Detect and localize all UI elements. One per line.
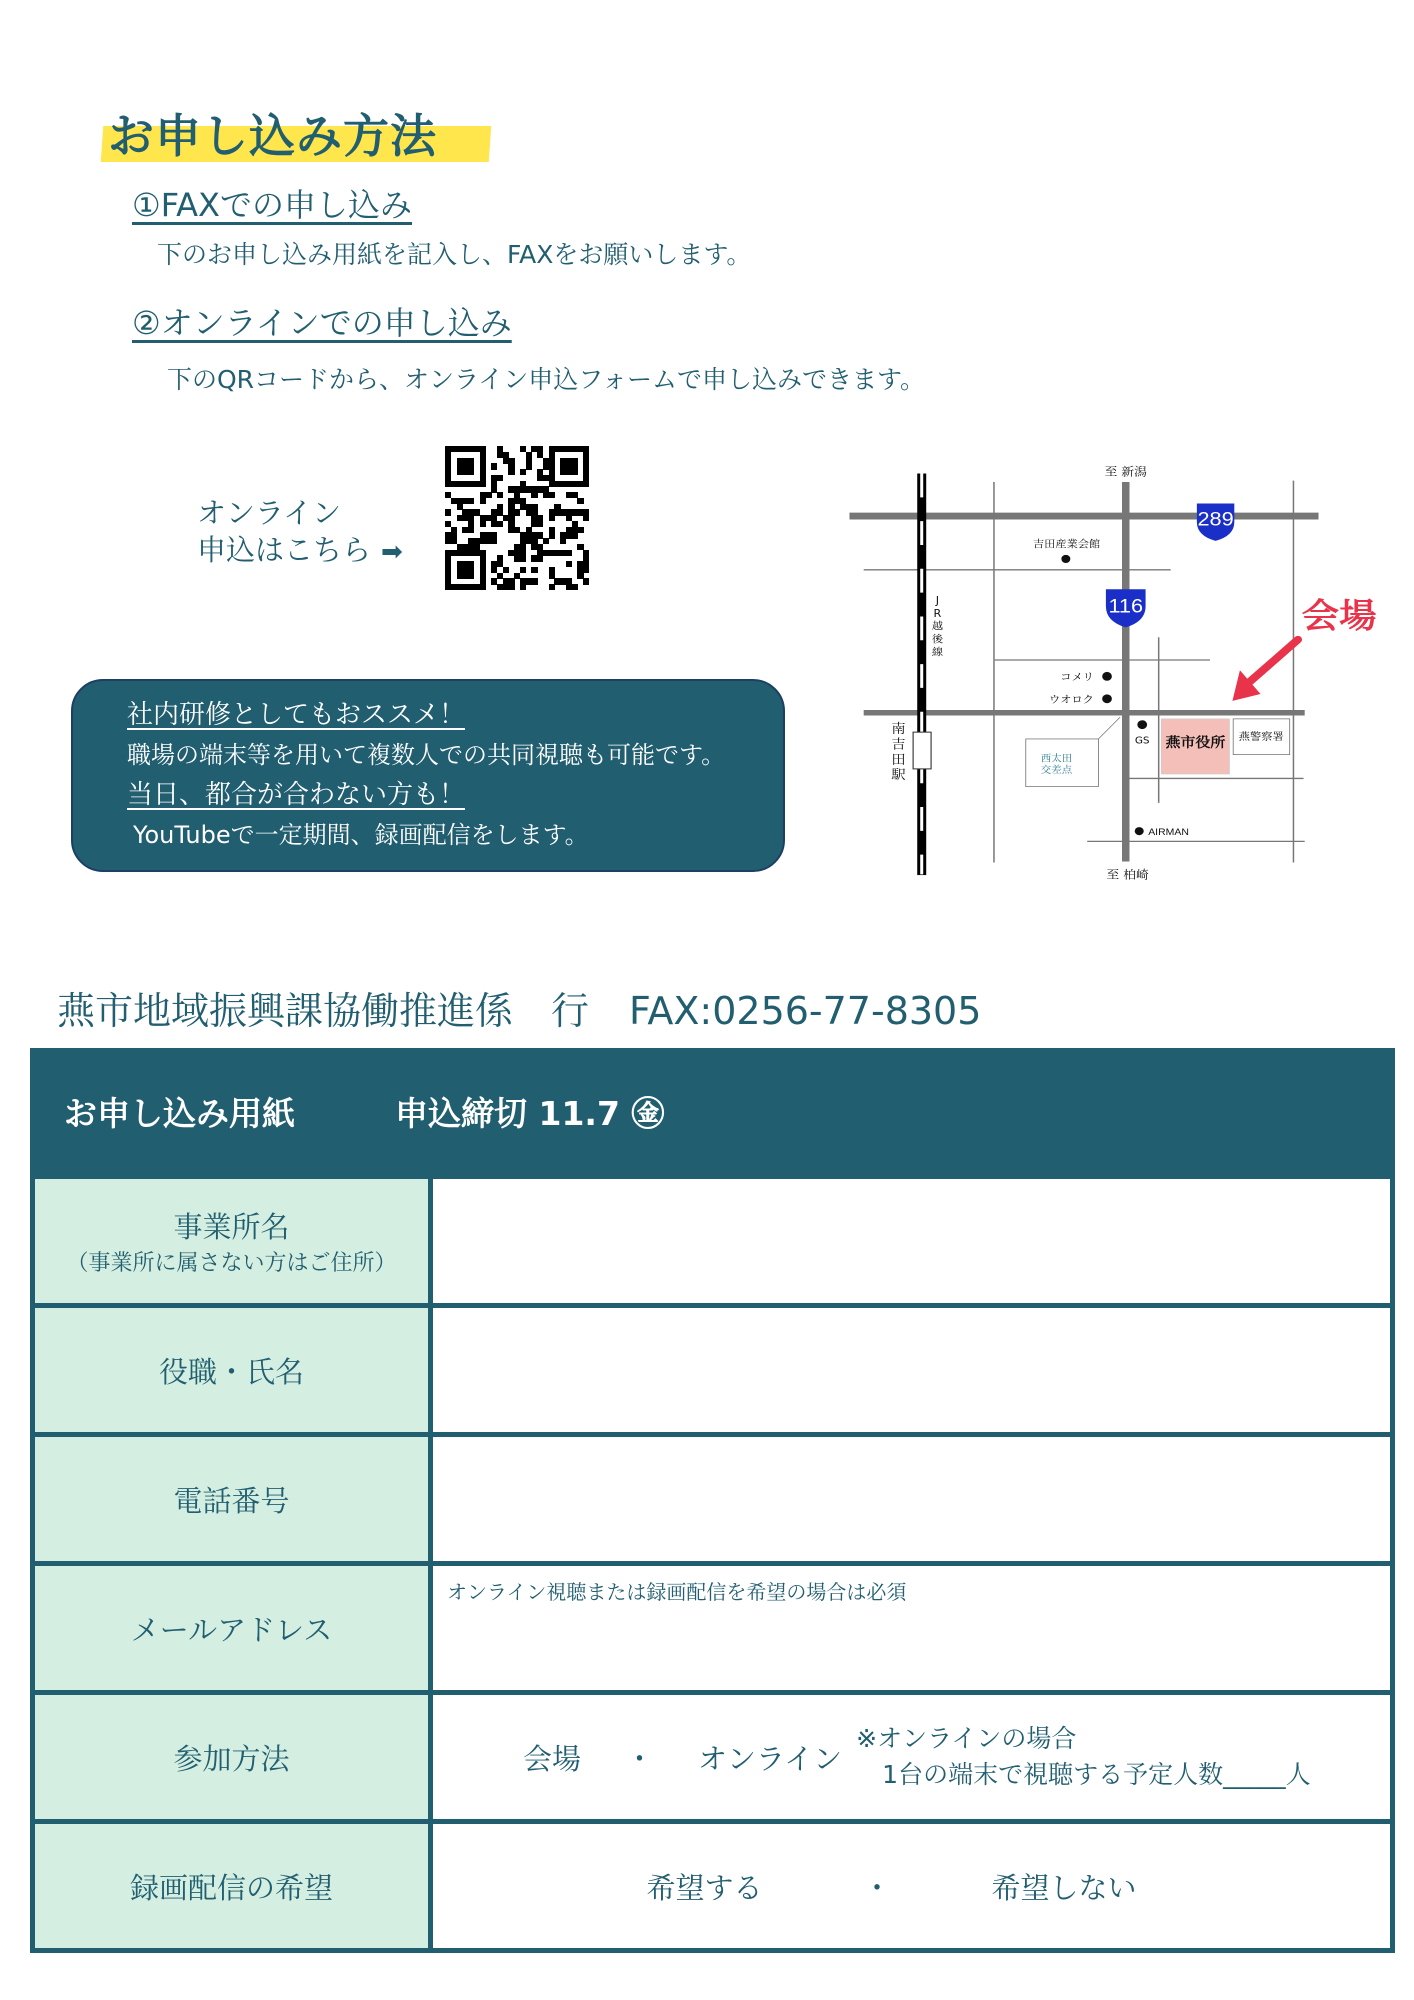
qr-module: [577, 498, 583, 504]
form-table: [30, 1174, 1395, 1953]
map-station-label: 南: [891, 721, 906, 737]
separator: ・: [862, 1870, 892, 1905]
qr-module: [480, 521, 486, 527]
field-sublabel: （事業所に属さない方はご住所）: [66, 1251, 397, 1276]
online-note: [856, 1721, 1310, 1793]
promo-text-training: 職場の端末等を用いて複数人での共同視聴も可能です。: [127, 741, 726, 769]
qr-module: [445, 509, 451, 515]
qr-module: [583, 515, 589, 521]
map-crossing-label: 西太田: [1040, 753, 1073, 765]
company-input[interactable]: [431, 1177, 1393, 1306]
route-116-label: 116: [1108, 595, 1144, 618]
section-heading: [100, 100, 437, 164]
promo-heading-recording: 当日、都合が合わない方も！: [127, 780, 466, 810]
city-hall-label: 燕市役所: [1165, 735, 1226, 751]
route-289-label: 289: [1197, 508, 1234, 531]
qr-label-line2: 申込はこちら: [197, 533, 372, 567]
qr-module: [520, 567, 526, 573]
promo-box: [71, 679, 785, 872]
qr-module: [583, 481, 589, 487]
map-north-label: 至 新潟: [1104, 465, 1147, 479]
map-rail-label: 線: [931, 646, 944, 659]
map-hall-dot: [1061, 555, 1070, 563]
qr-module: [497, 492, 503, 498]
map-station-label: 吉: [891, 737, 906, 753]
form-row-phone: [33, 1435, 1393, 1564]
qr-module: [583, 567, 589, 573]
map-crossing-label: 交差点: [1040, 765, 1073, 776]
qr-module: [572, 469, 578, 475]
qr-module: [508, 584, 514, 590]
form-header: [30, 1048, 1395, 1174]
qr-module: [572, 584, 578, 590]
qr-module: [577, 527, 583, 533]
online-method-desc: 下のQRコードから、オンライン申込フォームで申し込みできます。: [167, 365, 926, 394]
qr-module: [480, 584, 486, 590]
venue-arrow-icon: [1249, 640, 1298, 683]
title-name-input[interactable]: [431, 1306, 1393, 1435]
map-komeri-label: コメリ: [1060, 670, 1094, 684]
map-rail-label: R: [933, 607, 942, 620]
fax-method-desc: 下のお申し込み用紙を記入し、FAXをお願いします。: [157, 240, 752, 269]
qr-module: [520, 584, 526, 590]
map-station-label: 駅: [891, 767, 906, 783]
phone-input[interactable]: [431, 1435, 1393, 1564]
form-row-email: [33, 1564, 1393, 1693]
map-rail-label: 後: [931, 633, 944, 646]
email-note: オンライン視聴または録画配信を希望の場合は必須: [447, 1580, 907, 1604]
participation-field: [431, 1693, 1393, 1822]
qr-module: [508, 469, 514, 475]
email-input[interactable]: [431, 1564, 1393, 1693]
option-want-recording[interactable]: 希望する: [646, 1870, 763, 1905]
map-airman-dot: [1135, 827, 1144, 835]
access-map: [830, 432, 1414, 888]
field-label: 役職・氏名: [33, 1306, 431, 1435]
map-leader-line: [1098, 717, 1120, 739]
police-label: 燕警察署: [1238, 730, 1284, 743]
qr-module: [503, 567, 509, 573]
map-gs-label: GS: [1134, 735, 1150, 747]
qr-module: [468, 469, 474, 475]
online-device-count[interactable]: 1台の端末で視聴する予定人数_____人: [882, 1760, 1311, 1789]
map-rail-label: 越: [931, 620, 944, 633]
qr-module: [480, 498, 486, 504]
field-label: 事業所名: [173, 1210, 290, 1244]
qr-module: [583, 578, 589, 584]
qr-label: [197, 495, 403, 571]
qr-code[interactable]: [445, 446, 589, 590]
arrow-right-icon: ➡: [381, 537, 403, 567]
qr-module: [537, 521, 543, 527]
qr-module: [526, 463, 532, 469]
application-form: [30, 1048, 1395, 1953]
qr-module: [520, 555, 526, 561]
qr-module: [549, 515, 555, 521]
form-title: お申し込み用紙: [64, 1093, 295, 1133]
qr-module: [468, 527, 474, 533]
qr-module: [549, 492, 555, 498]
promo-text-recording: YouTubeで一定期間、録画配信をします。: [133, 821, 589, 849]
map-gs-dot: [1137, 720, 1147, 729]
promo-heading-training: 社内研修としてもおススメ！: [127, 700, 466, 730]
qr-module: [497, 521, 503, 527]
field-label: 電話番号: [33, 1435, 431, 1564]
qr-module: [572, 532, 578, 538]
qr-module: [566, 550, 572, 556]
qr-module: [537, 555, 543, 561]
qr-module: [491, 463, 497, 469]
map-uoroku-dot: [1102, 694, 1112, 703]
qr-module: [560, 538, 566, 544]
map-station-label: 田: [891, 752, 906, 768]
map-station-box: [913, 732, 931, 769]
qr-module: [514, 509, 520, 515]
fax-number: FAX:0256-77-8305: [629, 989, 982, 1033]
recipient-line: [57, 980, 1021, 1035]
qr-module: [520, 469, 526, 475]
qr-label-line1: オンライン: [197, 496, 342, 530]
qr-module: [549, 584, 555, 590]
map-airman-label: AIRMAN: [1148, 827, 1189, 838]
field-label: 録画配信の希望: [33, 1822, 431, 1951]
map-rail-label: J: [935, 594, 940, 607]
qr-module: [549, 532, 555, 538]
form-row-name: [33, 1306, 1393, 1435]
venue-label: 会場: [1301, 597, 1377, 637]
map-uoroku-label: ウオロク: [1049, 693, 1094, 706]
qr-module: [531, 578, 537, 584]
page-title: お申し込み方法: [108, 109, 437, 163]
field-label: メールアドレス: [33, 1564, 431, 1693]
qr-module: [543, 538, 549, 544]
fax-method-title: ①FAXでの申し込み: [132, 186, 412, 224]
qr-module: [485, 492, 491, 498]
qr-module: [468, 498, 474, 504]
online-note-title: ※オンラインの場合: [856, 1724, 1077, 1753]
field-label: 参加方法: [33, 1693, 431, 1822]
qr-module: [531, 567, 537, 573]
form-row-company: [33, 1177, 1393, 1306]
qr-module: [497, 475, 503, 481]
option-venue[interactable]: 会場: [523, 1741, 582, 1776]
qr-module: [468, 573, 474, 579]
qr-module: [566, 561, 572, 567]
recording-field: [431, 1822, 1393, 1951]
recipient-name: 燕市地域振興課協働推進係 行: [57, 989, 590, 1033]
form-row-participation: [33, 1693, 1393, 1822]
qr-module: [531, 492, 537, 498]
option-no-recording[interactable]: 希望しない: [991, 1870, 1137, 1905]
map-komeri-dot: [1102, 672, 1112, 681]
separator: ・: [625, 1741, 655, 1776]
form-deadline: 申込締切 11.7 ㊎: [395, 1093, 665, 1133]
form-row-recording: [33, 1822, 1393, 1951]
map-south-label: 至 柏崎: [1106, 868, 1149, 882]
option-online[interactable]: オンライン: [698, 1741, 843, 1776]
map-hall-label: 吉田産業会館: [1032, 538, 1101, 551]
online-method-title: ②オンラインでの申し込み: [132, 304, 512, 342]
qr-module: [491, 538, 497, 544]
qr-module: [480, 481, 486, 487]
